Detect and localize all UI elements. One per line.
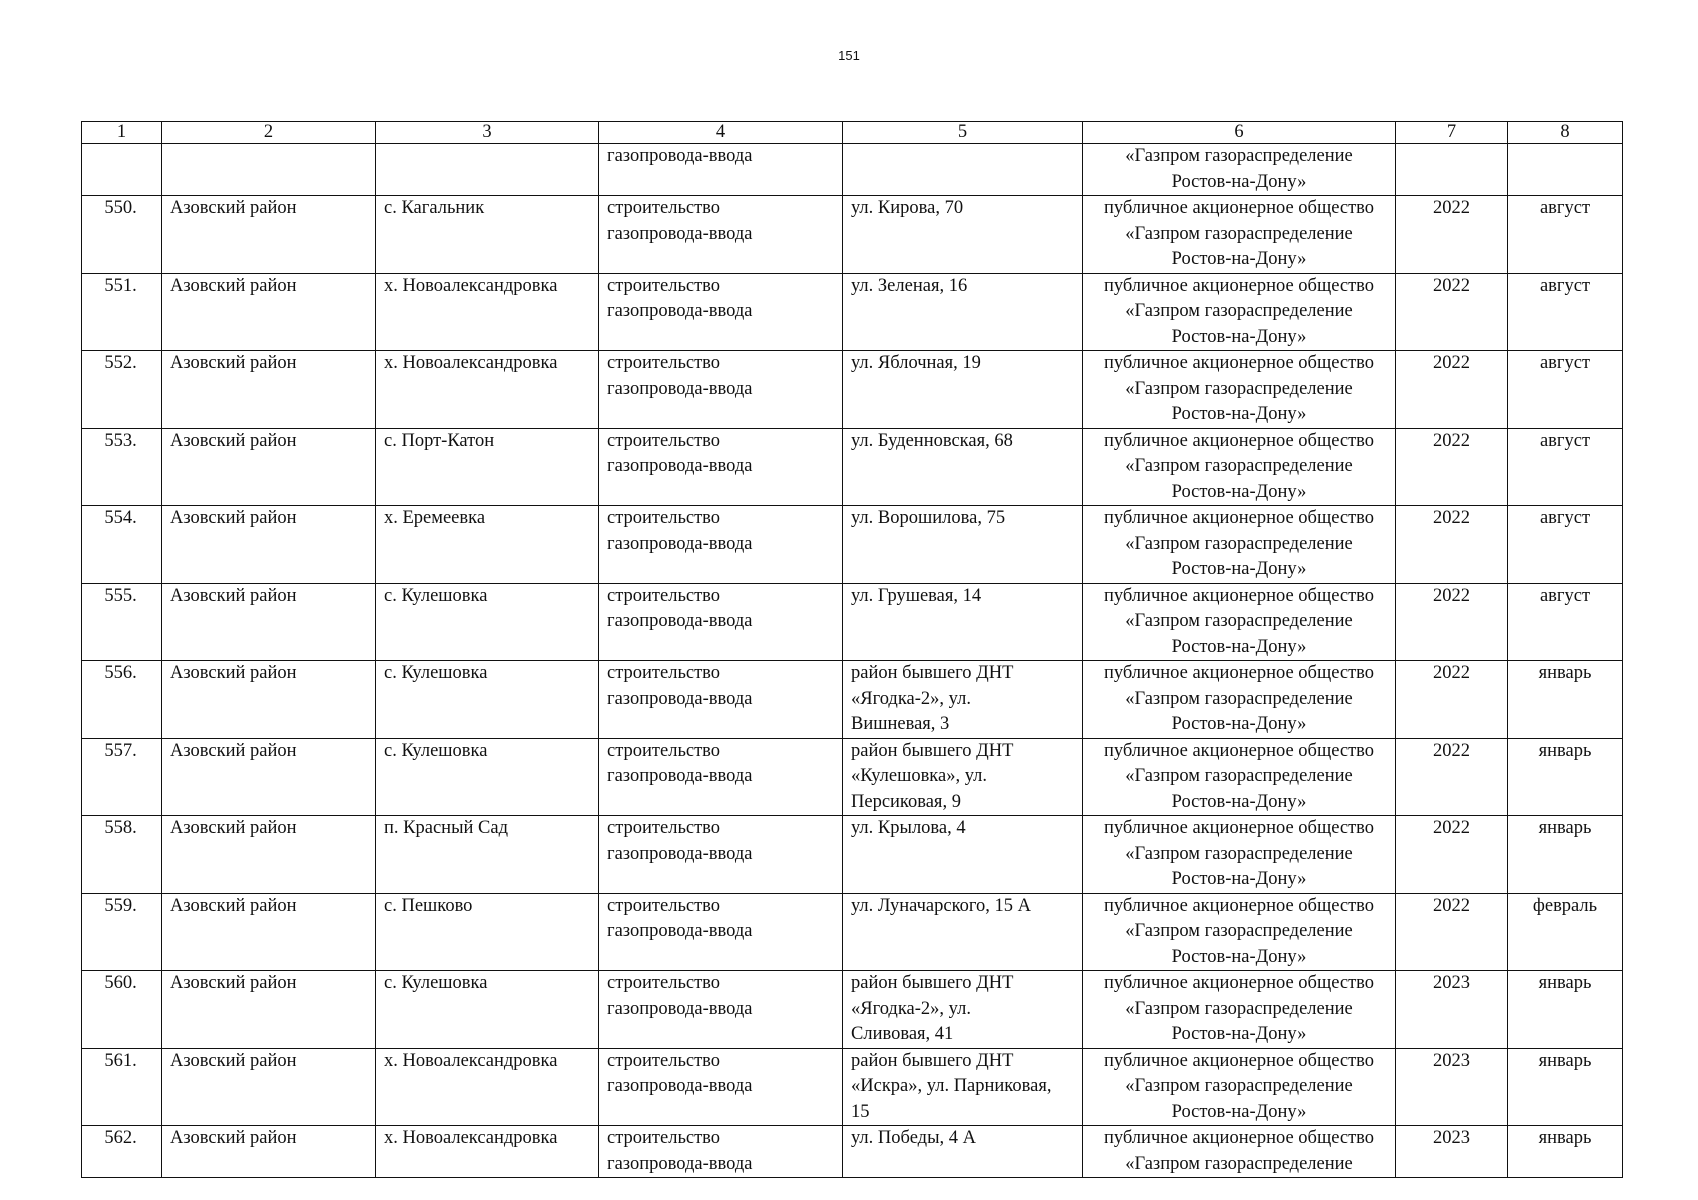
org-line: Ростов-на-Дону»: [1171, 249, 1307, 269]
org-line: «Газпром газораспределение: [1125, 766, 1353, 786]
year-cell: 2022: [1396, 661, 1508, 739]
org-line: публичное акционерное общество: [1103, 895, 1375, 916]
work-line: газопровода-ввода: [607, 1076, 753, 1096]
work-line: строительство: [607, 973, 721, 993]
org-line: Ростов-на-Дону»: [1171, 1101, 1307, 1122]
row-number-cell: 562.: [82, 1126, 162, 1178]
table-row: [82, 196, 1623, 274]
row-number-cell: 560.: [82, 971, 162, 1049]
address-cell: [843, 428, 1083, 506]
work-line: газопровода-ввода: [607, 1153, 753, 1174]
continued-row: [82, 144, 1623, 196]
org-line: «Газпром газораспределение: [1125, 688, 1353, 709]
cell-empty: [376, 144, 599, 196]
row-number-cell: 550.: [82, 196, 162, 274]
org-line: Ростов-на-Дону»: [1171, 404, 1307, 424]
org-line: публичное акционерное общество: [1103, 508, 1375, 528]
column-number: 4: [599, 122, 843, 144]
address-line: ул. Буденновская, 68: [851, 430, 1013, 451]
org-line: публичное акционерное общество: [1103, 1050, 1375, 1071]
locality-cell: с. Кулешовка: [376, 583, 599, 661]
district-cell: Азовский район: [162, 738, 376, 816]
org-line: «Газпром газораспределение: [1125, 843, 1353, 864]
org-line: публичное акционерное общество: [1103, 1128, 1375, 1148]
org-line: публичное акционерное общество: [1103, 198, 1375, 218]
row-number-cell: 554.: [82, 506, 162, 584]
org-cell: [1083, 506, 1396, 584]
org-line: «Газпром газораспределение: [1125, 611, 1353, 631]
address-line: район бывшего ДНТ: [851, 663, 1014, 683]
work-line: строительство: [607, 1050, 721, 1071]
column-number-row: [82, 122, 1623, 144]
table-body: [82, 122, 1623, 1178]
org-line: Ростов-на-Дону»: [1171, 869, 1307, 889]
work-line: газопровода-ввода: [607, 146, 753, 166]
cell-empty: [1508, 144, 1623, 196]
work-cell: [599, 816, 843, 894]
org-line: публичное акционерное общество: [1103, 973, 1375, 993]
month-cell: январь: [1508, 971, 1623, 1049]
column-number: 3: [376, 122, 599, 144]
column-number: 7: [1396, 122, 1508, 144]
table-row: [82, 1048, 1623, 1126]
table-row: [82, 738, 1623, 816]
month-cell: январь: [1508, 816, 1623, 894]
address-line: район бывшего ДНТ: [851, 740, 1014, 761]
month-cell: февраль: [1508, 893, 1623, 971]
column-number: 5: [843, 122, 1083, 144]
district-cell: Азовский район: [162, 351, 376, 429]
table-row: [82, 273, 1623, 351]
org-line: Ростов-на-Дону»: [1171, 481, 1307, 502]
year-cell: 2022: [1396, 506, 1508, 584]
org-line: публичное акционерное общество: [1103, 275, 1375, 296]
address-cell: [843, 351, 1083, 429]
row-number-cell: 561.: [82, 1048, 162, 1126]
org-line: «Газпром газораспределение: [1125, 533, 1353, 554]
address-cell: [843, 738, 1083, 816]
district-cell: Азовский район: [162, 893, 376, 971]
page-number: 151: [838, 48, 860, 63]
work-line: газопровода-ввода: [607, 921, 753, 941]
address-line: ул. Грушевая, 14: [851, 585, 982, 606]
org-line: «Газпром газораспределение: [1125, 998, 1353, 1019]
locality-cell: с. Кулешовка: [376, 971, 599, 1049]
locality-cell: с. Кагальник: [376, 196, 599, 274]
org-cell: [1083, 351, 1396, 429]
org-line: «Газпром газораспределение: [1125, 301, 1353, 321]
year-cell: 2023: [1396, 971, 1508, 1049]
locality-cell: с. Пешково: [376, 893, 599, 971]
month-cell: январь: [1508, 738, 1623, 816]
cell-empty: [162, 144, 376, 196]
work-cell: [599, 144, 843, 196]
address-line: ул. Луначарского, 15 А: [851, 895, 1032, 916]
org-line: «Газпром газораспределение: [1125, 146, 1353, 166]
address-line: «Искра», ул. Парниковая,: [851, 1076, 1052, 1096]
work-line: газопровода-ввода: [607, 843, 753, 864]
work-cell: [599, 196, 843, 274]
work-cell: [599, 971, 843, 1049]
work-cell: [599, 1048, 843, 1126]
work-line: газопровода-ввода: [607, 378, 753, 399]
address-line: ул. Победы, 4 А: [851, 1128, 976, 1148]
table-row: [82, 893, 1623, 971]
address-cell: [843, 506, 1083, 584]
work-line: газопровода-ввода: [607, 301, 753, 321]
work-line: строительство: [607, 353, 721, 373]
org-cell: [1083, 971, 1396, 1049]
column-number: 6: [1083, 122, 1396, 144]
address-cell: [843, 971, 1083, 1049]
locality-cell: х. Новоалександровка: [376, 1048, 599, 1126]
locality-cell: с. Порт-Катон: [376, 428, 599, 506]
work-cell: [599, 506, 843, 584]
district-cell: Азовский район: [162, 428, 376, 506]
month-cell: январь: [1508, 1048, 1623, 1126]
address-line: Вишневая, 3: [851, 714, 950, 734]
work-cell: [599, 583, 843, 661]
address-line: «Кулешовка», ул.: [851, 766, 988, 786]
org-line: «Газпром газораспределение: [1125, 1076, 1353, 1096]
row-number-cell: 558.: [82, 816, 162, 894]
address-cell: [843, 273, 1083, 351]
row-number-cell: 556.: [82, 661, 162, 739]
locality-cell: х. Еремеевка: [376, 506, 599, 584]
gas-pipeline-table: [81, 121, 1623, 1178]
work-line: газопровода-ввода: [607, 611, 753, 631]
org-line: «Газпром газораспределение: [1125, 921, 1353, 941]
table-row: [82, 351, 1623, 429]
work-cell: [599, 893, 843, 971]
month-cell: август: [1508, 196, 1623, 274]
org-line: «Газпром газораспределение: [1125, 456, 1353, 476]
org-line: Ростов-на-Дону»: [1171, 714, 1307, 734]
org-cell: [1083, 661, 1396, 739]
org-cell: [1083, 144, 1396, 196]
table-row: [82, 506, 1623, 584]
month-cell: август: [1508, 428, 1623, 506]
org-line: «Газпром газораспределение: [1125, 223, 1353, 244]
address-cell: [843, 1126, 1083, 1178]
org-line: публичное акционерное общество: [1103, 585, 1375, 606]
district-cell: Азовский район: [162, 661, 376, 739]
table-row: [82, 583, 1623, 661]
district-cell: Азовский район: [162, 196, 376, 274]
work-line: газопровода-ввода: [607, 456, 753, 476]
year-cell: 2022: [1396, 196, 1508, 274]
cell-empty: [1396, 144, 1508, 196]
work-cell: [599, 273, 843, 351]
address-cell: [843, 583, 1083, 661]
org-line: «Газпром газораспределение: [1125, 378, 1353, 399]
address-cell: [843, 196, 1083, 274]
work-line: газопровода-ввода: [607, 766, 753, 786]
org-cell: [1083, 738, 1396, 816]
org-line: публичное акционерное общество: [1103, 663, 1375, 683]
org-cell: [1083, 196, 1396, 274]
org-cell: [1083, 816, 1396, 894]
table-row: [82, 816, 1623, 894]
year-cell: 2022: [1396, 738, 1508, 816]
work-line: строительство: [607, 895, 721, 916]
org-cell: [1083, 583, 1396, 661]
table-row: [82, 971, 1623, 1049]
address-line: 15: [851, 1101, 870, 1122]
address-line: ул. Кирова, 70: [851, 198, 964, 218]
district-cell: Азовский район: [162, 506, 376, 584]
org-line: Ростов-на-Дону»: [1171, 791, 1307, 812]
row-number-cell: 551.: [82, 273, 162, 351]
address-cell: [843, 661, 1083, 739]
address-line: ул. Зеленая, 16: [851, 275, 968, 296]
org-line: Ростов-на-Дону»: [1171, 559, 1307, 579]
locality-cell: п. Красный Сад: [376, 816, 599, 894]
address-line: Сливовая, 41: [851, 1024, 954, 1044]
org-cell: [1083, 893, 1396, 971]
row-number-cell: 557.: [82, 738, 162, 816]
org-line: публичное акционерное общество: [1103, 353, 1375, 373]
month-cell: январь: [1508, 661, 1623, 739]
org-line: Ростов-на-Дону»: [1171, 326, 1307, 347]
org-line: «Газпром газораспределение: [1125, 1153, 1353, 1174]
district-cell: Азовский район: [162, 583, 376, 661]
table-row: [82, 661, 1623, 739]
row-number-cell: 552.: [82, 351, 162, 429]
work-line: газопровода-ввода: [607, 998, 753, 1019]
district-cell: Азовский район: [162, 273, 376, 351]
org-line: Ростов-на-Дону»: [1171, 946, 1307, 967]
year-cell: 2022: [1396, 273, 1508, 351]
cell-empty: [843, 144, 1083, 196]
address-line: ул. Ворошилова, 75: [851, 508, 1006, 528]
org-line: публичное акционерное общество: [1103, 430, 1375, 451]
column-number: 1: [82, 122, 162, 144]
work-cell: [599, 661, 843, 739]
work-line: газопровода-ввода: [607, 688, 753, 709]
cell-empty: [82, 144, 162, 196]
address-cell: [843, 816, 1083, 894]
locality-cell: х. Новоалександровка: [376, 1126, 599, 1178]
work-line: газопровода-ввода: [607, 223, 753, 244]
locality-cell: х. Новоалександровка: [376, 273, 599, 351]
org-line: Ростов-на-Дону»: [1171, 171, 1307, 192]
org-line: публичное акционерное общество: [1103, 740, 1375, 761]
year-cell: 2022: [1396, 428, 1508, 506]
locality-cell: с. Кулешовка: [376, 738, 599, 816]
org-cell: [1083, 428, 1396, 506]
month-cell: август: [1508, 351, 1623, 429]
row-number-cell: 555.: [82, 583, 162, 661]
locality-cell: с. Кулешовка: [376, 661, 599, 739]
org-cell: [1083, 1048, 1396, 1126]
month-cell: август: [1508, 273, 1623, 351]
address-line: «Ягодка-2», ул.: [851, 688, 971, 709]
address-line: ул. Крылова, 4: [851, 818, 966, 838]
work-line: строительство: [607, 1128, 721, 1148]
address-line: район бывшего ДНТ: [851, 973, 1014, 993]
work-line: строительство: [607, 508, 721, 528]
work-cell: [599, 738, 843, 816]
org-cell: [1083, 1126, 1396, 1178]
locality-cell: х. Новоалександровка: [376, 351, 599, 429]
table-row: [82, 428, 1623, 506]
address-line: ул. Яблочная, 19: [851, 353, 981, 373]
work-line: строительство: [607, 818, 721, 838]
month-cell: январь: [1508, 1126, 1623, 1178]
work-cell: [599, 428, 843, 506]
work-line: строительство: [607, 585, 721, 606]
year-cell: 2022: [1396, 351, 1508, 429]
address-cell: [843, 1048, 1083, 1126]
org-line: Ростов-на-Дону»: [1171, 1024, 1307, 1044]
year-cell: 2022: [1396, 816, 1508, 894]
address-line: район бывшего ДНТ: [851, 1050, 1014, 1071]
year-cell: 2023: [1396, 1126, 1508, 1178]
work-line: строительство: [607, 198, 721, 218]
district-cell: Азовский район: [162, 816, 376, 894]
org-line: Ростов-на-Дону»: [1171, 636, 1307, 657]
address-cell: [843, 893, 1083, 971]
address-line: Персиковая, 9: [851, 791, 961, 812]
year-cell: 2022: [1396, 583, 1508, 661]
month-cell: август: [1508, 583, 1623, 661]
year-cell: 2022: [1396, 893, 1508, 971]
address-line: «Ягодка-2», ул.: [851, 998, 971, 1019]
org-line: публичное акционерное общество: [1103, 818, 1375, 838]
work-line: газопровода-ввода: [607, 533, 753, 554]
org-cell: [1083, 273, 1396, 351]
work-line: строительство: [607, 430, 721, 451]
district-cell: Азовский район: [162, 971, 376, 1049]
row-number-cell: 559.: [82, 893, 162, 971]
work-line: строительство: [607, 740, 721, 761]
table-row: [82, 1126, 1623, 1178]
month-cell: август: [1508, 506, 1623, 584]
work-line: строительство: [607, 275, 721, 296]
work-cell: [599, 351, 843, 429]
row-number-cell: 553.: [82, 428, 162, 506]
district-cell: Азовский район: [162, 1126, 376, 1178]
column-number: 8: [1508, 122, 1623, 144]
district-cell: Азовский район: [162, 1048, 376, 1126]
work-cell: [599, 1126, 843, 1178]
column-number: 2: [162, 122, 376, 144]
year-cell: 2023: [1396, 1048, 1508, 1126]
work-line: строительство: [607, 663, 721, 683]
